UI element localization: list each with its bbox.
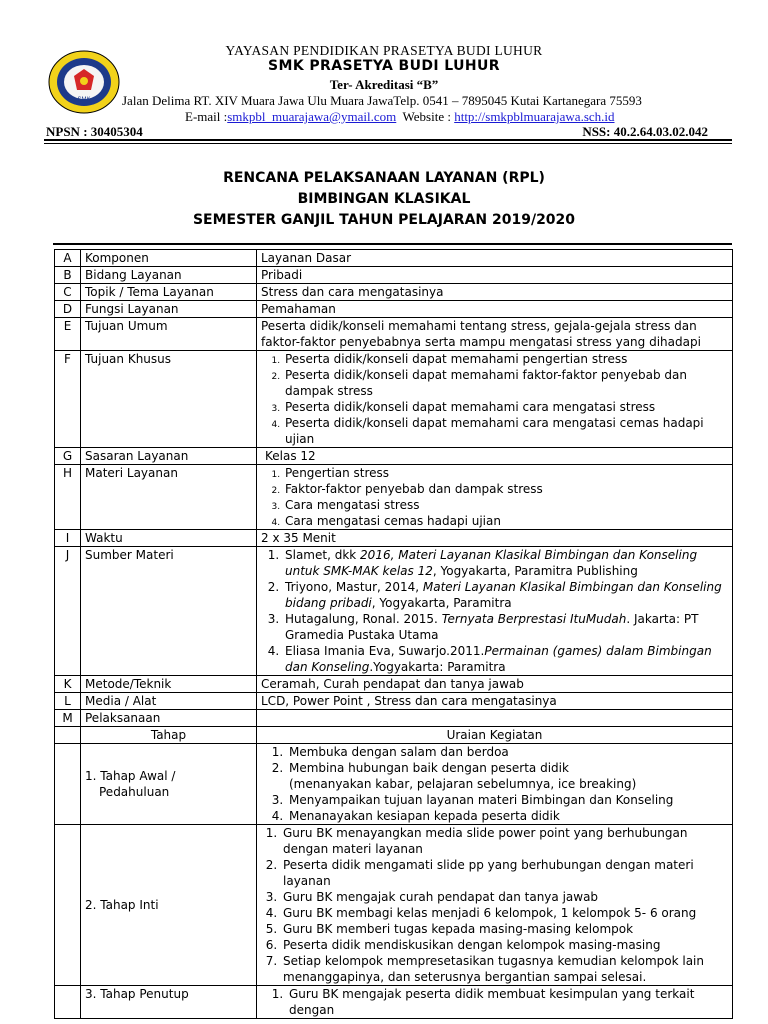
row-value — [257, 710, 733, 727]
tujuan-khusus-list — [261, 351, 728, 447]
row-letter: M — [55, 710, 81, 727]
table-top-rule — [53, 243, 732, 245]
list-item: 6. Peserta didik mendiskusikan dengan kelompok masing-masing — [281, 937, 728, 953]
tahap-inti-label: 2. Tahap Inti — [81, 825, 257, 986]
row-label: Tujuan Khusus — [81, 351, 257, 448]
list-item: 3. Peserta didik/konseli dapat memahami cara mengatasi stress — [283, 399, 728, 415]
table-row — [55, 318, 733, 351]
source-item: 3. Hutagalung, Ronal. 2015. Ternyata Berprestasi ItuMudah. Jakarta: PT Gramedia Pustaka Utama — [283, 611, 728, 643]
source-item: 4. Eliasa Imania Eva, Suwarjo.2011.Permainan (games) dalam Bimbingan dan Konseling.Yogyakarta: Paramitra — [283, 643, 728, 675]
rpl-table — [54, 249, 733, 1019]
row-value: LCD, Power Point , Stress dan cara mengatasinya — [257, 693, 733, 710]
contact-line — [185, 109, 615, 125]
list-item: 4. Cara mengatasi cemas hadapi ujian — [283, 513, 728, 529]
letterhead-divider-thin — [44, 143, 732, 144]
document-title — [0, 168, 768, 231]
row-value: Ceramah, Curah pendapat dan tanya jawab — [257, 676, 733, 693]
row-label: Sumber Materi — [81, 547, 257, 676]
row-value: Pribadi — [257, 267, 733, 284]
materi-list — [261, 465, 728, 529]
row-letter: F — [55, 351, 81, 448]
list-item: 2. Peserta didik mengamati slide pp yang berhubungan dengan materi layanan — [281, 857, 728, 889]
row-label: Topik / Tema Layanan — [81, 284, 257, 301]
row-letter: L — [55, 693, 81, 710]
row-value: Kelas 12 — [257, 448, 733, 465]
table-row — [55, 448, 733, 465]
uraian-header: Uraian Kegiatan — [257, 727, 733, 744]
row-label: Bidang Layanan — [81, 267, 257, 284]
table-row — [55, 693, 733, 710]
row-label: Media / Alat — [81, 693, 257, 710]
npsn: NPSN : 30405304 — [46, 124, 143, 139]
row-letter: J — [55, 547, 81, 676]
sumber-list — [261, 547, 728, 675]
empty-cell — [55, 727, 81, 744]
list-item: 4. Peserta didik/konseli dapat memahami cara mengatasi cemas hadapi ujian — [283, 415, 728, 447]
row-letter: D — [55, 301, 81, 318]
list-item: 1. Peserta didik/konseli dapat memahami pengertian stress — [283, 351, 728, 367]
tahap-inti-row — [55, 825, 733, 986]
empty-cell — [55, 986, 81, 1019]
table-row — [55, 710, 733, 727]
list-item: 7. Setiap kelompok mempresetasikan tugasnya kemudian kelompok lain menanggapinya, dan seterusnya bergantian sampai selesai. — [281, 953, 728, 985]
row-value: Stress dan cara mengatasinya — [257, 284, 733, 301]
letterhead — [0, 0, 768, 145]
list-item: 2. Faktor-faktor penyebab dan dampak stress — [283, 481, 728, 497]
row-value: 2 x 35 Menit — [257, 530, 733, 547]
nss: NSS: 40.2.64.03.02.042 — [582, 124, 708, 139]
row-label: Tujuan Umum — [81, 318, 257, 351]
school-name: SMK PRASETYA BUDI LUHUR — [268, 58, 500, 74]
row-letter: C — [55, 284, 81, 301]
tahap-penutup-items — [257, 986, 733, 1019]
table-row — [55, 547, 733, 676]
empty-cell — [55, 744, 81, 825]
row-letter: K — [55, 676, 81, 693]
table-row — [55, 250, 733, 267]
row-label: Metode/Teknik — [81, 676, 257, 693]
title-line-2: BIMBINGAN KLASIKAL — [297, 191, 471, 207]
list-item: 1. Guru BK mengajak peserta didik membuat kesimpulan yang terkait dengan — [287, 986, 728, 1018]
list-item: 4. Menanayakan kesiapan kepada peserta didik — [287, 808, 728, 824]
row-label: Materi Layanan — [81, 465, 257, 530]
list-item: 1. Membuka dengan salam dan berdoa — [287, 744, 728, 760]
row-label: Sasaran Layanan — [81, 448, 257, 465]
foundation-name: YAYASAN PENDIDIKAN PRASETYA BUDI LUHUR — [225, 43, 543, 58]
row-value: Peserta didik/konseli memahami tentang stress, gejala-gejala stress dan faktor-faktor penyebabnya serta mampu mengatasi stress yang dihadapi — [257, 318, 733, 351]
table-row — [55, 284, 733, 301]
tahap-awal-row — [55, 744, 733, 825]
row-letter: G — [55, 448, 81, 465]
tahap-awal-items — [257, 744, 733, 825]
table-row — [55, 267, 733, 284]
tahap-penutup-label: 3. Tahap Penutup — [81, 986, 257, 1019]
title-line-3: SEMESTER GANJIL TAHUN PELAJARAN 2019/2020 — [192, 212, 576, 228]
pelaksanaan-header-row — [55, 727, 733, 744]
list-item: 1. Pengertian stress — [283, 465, 728, 481]
list-item: 2. Peserta didik/konseli dapat memahami faktor-faktor penyebab dan dampak stress — [283, 367, 728, 399]
source-item: 2. Triyono, Mastur, 2014, Materi Layanan Klasikal Bimbingan dan Konseling bidang pribadi, Yogyakarta, Paramitra — [283, 579, 728, 611]
title-line-1: RENCANA PELAKSANAAN LAYANAN (RPL) — [223, 170, 545, 186]
row-label: Fungsi Layanan — [81, 301, 257, 318]
website-link[interactable]: http://smkpblmuarajawa.sch.id — [454, 109, 615, 124]
tahap-inti-items — [257, 825, 733, 986]
svg-text:SMK: SMK — [77, 97, 91, 103]
accreditation: Ter- Akreditasi “B” — [329, 77, 439, 92]
website-label: Website : — [396, 109, 455, 124]
list-item: 3. Menyampaikan tujuan layanan materi Bimbingan dan Konseling — [287, 792, 728, 808]
list-item: 3. Cara mengatasi stress — [283, 497, 728, 513]
school-address: Jalan Delima RT. XIV Muara Jawa Ulu Muara JawaTelp. 0541 – 7895045 Kutai Kartanegara 75593 — [122, 93, 642, 108]
source-item: 1. Slamet, dkk 2016, Materi Layanan Klasikal Bimbingan dan Konseling untuk SMK-MAK kelas 12, Yogyakarta, Paramitra Publishing — [283, 547, 728, 579]
email-label: E-mail : — [185, 109, 228, 124]
row-value — [257, 465, 733, 530]
list-item: 4. Guru BK membagi kelas menjadi 6 kelompok, 1 kelompok 5- 6 orang — [281, 905, 728, 921]
row-label: Komponen — [81, 250, 257, 267]
row-letter: E — [55, 318, 81, 351]
row-value — [257, 547, 733, 676]
table-row — [55, 301, 733, 318]
tahap-awal-label: 1. Tahap Awal / Pedahuluan — [81, 744, 257, 825]
empty-cell — [55, 825, 81, 986]
row-value: Layanan Dasar — [257, 250, 733, 267]
table-row — [55, 351, 733, 448]
table-row — [55, 465, 733, 530]
row-letter: B — [55, 267, 81, 284]
list-item: 5. Guru BK memberi tugas kepada masing-masing kelompok — [281, 921, 728, 937]
list-item: 2. Membina hubungan baik dengan peserta didik (menanyakan kabar, pelajaran sebelumnya, ice breaking) — [287, 760, 728, 792]
row-letter: A — [55, 250, 81, 267]
email-link[interactable]: smkpbl_muarajawa@ymail.com — [227, 109, 397, 124]
letterhead-divider — [44, 139, 732, 141]
tahap-header: Tahap — [81, 727, 257, 744]
row-value: Pemahaman — [257, 301, 733, 318]
row-label: Waktu — [81, 530, 257, 547]
table-row — [55, 530, 733, 547]
tahap-penutup-row — [55, 986, 733, 1019]
list-item: 3. Guru BK mengajak curah pendapat dan tanya jawab — [281, 889, 728, 905]
row-label: Pelaksanaan — [81, 710, 257, 727]
list-item: 1. Guru BK menayangkan media slide power point yang berhubungan dengan materi layanan — [281, 825, 728, 857]
row-letter: H — [55, 465, 81, 530]
row-letter: I — [55, 530, 81, 547]
table-row — [55, 676, 733, 693]
row-value — [257, 351, 733, 448]
